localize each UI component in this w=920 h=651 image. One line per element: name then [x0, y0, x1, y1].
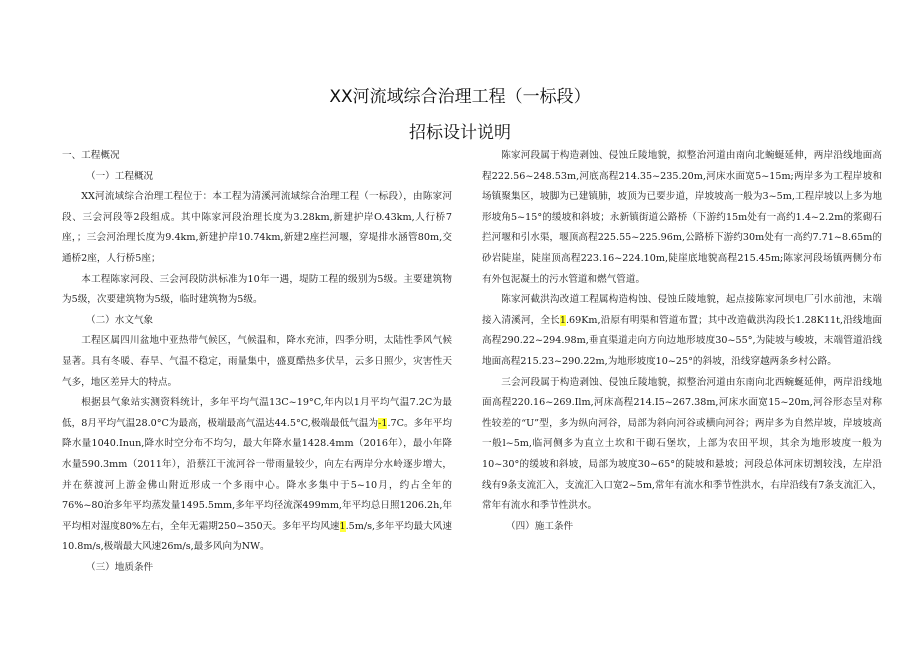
highlight-mark-temp: -1	[378, 417, 388, 429]
weather-text-part-3: .5m/s,多年平均最大风速10.8m/s,极端最大风速26m/s,最多风向为NW。	[62, 520, 452, 553]
paragraph-flood-standard: 本工程陈家河段、三会河段防洪标准为10年一遇，堤防工程的级别为5级。主要建筑物为5级，次要建筑物为5级，临时建筑物为5级。	[62, 273, 452, 306]
subsection-heading-overview: （一）工程概况	[86, 170, 154, 182]
subsection-heading-hydrology: （二）水文气象	[86, 314, 154, 326]
paragraph-sanhui-river: 三会河段属于构造剥蚀、侵蚀丘陵地貌，拟整治河道由东南向北西蜿蜒延伸，两岸沿线地面高程220.16~269.Ilm,河床高程214.I5~267.38m,河床水面宽15~20m,河谷形态呈对称性较差的“U”型，多为纵向河谷，局部为斜向河谷或横向河谷；两岸多为自然岸坡，岸坡坡高一般l~5m,临河侧多为直立土坎和干砌石堡坎，上部为农田平坝，其余为地形坡度一般为10~30°的缓坡和斜坡，局部为坡度30~65°的陡坡和悬坡；河段总体河床切割较浅，左岸沿线有9条支流汇入，支流汇入口宽2~5m,常年有流水和季节性洪水，右岸沿线有7条支流汇入，常年有流水和季节性洪水。	[482, 376, 882, 512]
highlight-mark-wind: 1	[339, 520, 346, 532]
paragraph-flood-channel	[482, 290, 882, 372]
weather-text-part-2: .7C。多年平均降水量1040.Inun,降水时空分布不均匀，最大年降水量1428.4mm（2016年），最小年降水量590.3mm（2011年），沿蔡江干流河谷一带雨量较少，向左右两岸分水岭逐步增大，并在蔡渡河上游金佛山附近形成一个多雨中心。降水多集中于5~10月，约占全年的76%~80治多年平均蒸发量1495.5mm,多年平均径流深499mm,年平均总日照1206.2h,年平均相对湿度80%左右，全年无霜期250~350天。多年平均风速	[62, 417, 452, 532]
subsection-heading-construction: （四）施工条件	[506, 520, 574, 532]
channel-text-part-1: 陈家河截洪沟改道工程属构造构蚀、侵蚀丘陵地貌，起点接陈家河坝电厂引水前池，末端接入清溪河，全长	[482, 294, 882, 326]
section-heading-project-overview: 一、工程概况	[62, 150, 120, 161]
paragraph-weather-statistics	[62, 393, 452, 558]
document-subtitle: 招标设计说明	[409, 123, 511, 143]
paragraph-climate: 工程区属四川盆地中亚热带气候区，气候温和，降水充沛，四季分明，太陆性季风气候显著。具有冬暖、春旱、气温不稳定，雨量集中，盛夏酷热多伏旱，云多日照少，灾害性天气多，地区差异大的特点。	[62, 335, 452, 388]
weather-text-part-1: 根据县气象站实测资料统计，多年平均气温13C~19°C,年内以1月平均气温7.2C为最低，8月平均气温28.0°C为最高，极端最高气温达44.5°C,极端最低气温为	[62, 397, 452, 429]
paragraph-chenjia-river: 陈家河段属于构造剥蚀、侵蚀丘陵地貌，拟整治河道由南向北蜿蜒延伸，两岸沿线地面高程222.56~248.53m,河底高程214.35~235.20m,河床水面宽5~15m;两岸多为工程岸坡和场镇聚集区，坡脚为已建镇肺，坡顶为已要步道，岸坡坡高一般为3~5m,工程岸坡以上多为地形坡角5~15°的缓坡和斜坡；永新镇街道公路桥（下游约15m处有一高约1.4~2.2m的浆砌石拦河堰和引水渠，堰顶高程225.55~225.96m,公路桥下游约30m处有一高约7.71~8.65m的砂岩陡崖，陡崖顶高程223.16~224.10m,陡崖底地貌高程215.45m;陈家河段场镇两侧分布有外包泥凝土的污水管道和燃气管道。	[482, 150, 882, 285]
highlight-mark-length: 1	[559, 314, 566, 326]
subsection-heading-geology: （三）地质条件	[86, 561, 154, 573]
right-column	[482, 146, 882, 537]
paragraph-project-location: XX河流域综合治理工程位于：本工程为清溪河流域综合治理工程（一标段），由陈家河段、三会河段等2段组成。其中陈家河段治理长度为3.28km,新建护岸O.43km,人行桥7座，；三会河治理长度为9.4km,新建护岸10.74km,新建2座拦河堰，穿堤排水涵管80m,交通桥2座，人行桥5座；	[62, 191, 452, 264]
left-column	[62, 146, 452, 578]
document-title: XX河流域综合治理工程（一标段）	[329, 87, 591, 107]
channel-text-part-2: .69Km,沿原有明渠和管道布置；其中改造截洪沟段长1.28K11t,沿线地面高程290.22~294.98m,垂直渠道走向方向边地形坡度30~55°,为陡坡与峻坡，末端管道沿线地面高程215.23~290.22m,为地形坡度10~25°的斜坡，沿线穿越两条乡村公路。	[482, 314, 883, 367]
